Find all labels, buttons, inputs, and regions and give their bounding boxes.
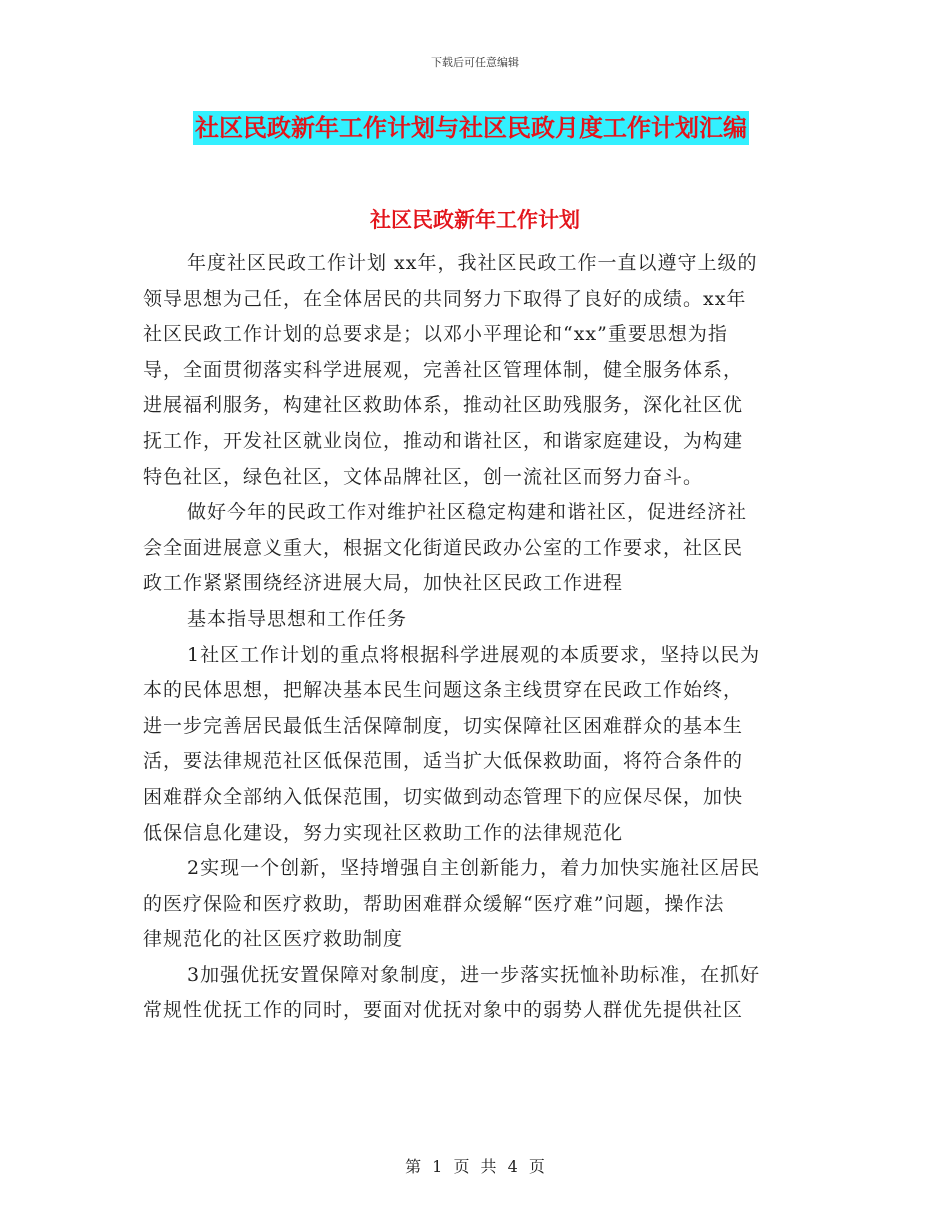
text-line: 2实现一个创新，坚持增强自主创新能力，着力加快实施社区居民 (187, 857, 761, 880)
text-line: 领导思想为己任，在全体居民的共同努力下取得了良好的成绩。xx年 (143, 287, 747, 310)
text-line: 低保信息化建设，努力实现社区救助工作的法律规范化 (143, 821, 624, 844)
header-note: 下载后可任意编辑 (431, 56, 519, 69)
page-footer: 第 1 页 共 4 页 (405, 1157, 545, 1176)
text-line: 常规性优抚工作的同时，要面对优抚对象中的弱势人群优先提供社区 (143, 999, 744, 1022)
text-line: 会全面进展意义重大，根据文化街道民政办公室的工作要求，社区民 (143, 536, 744, 559)
text-line: 基本指导思想和工作任务 (187, 607, 408, 630)
text-line: 政工作紧紧围绕经济进展大局，加快社区民政工作进程 (143, 572, 624, 595)
text-line: 活，要法律规范社区低保范围，适当扩大低保救助面，将符合条件的 (143, 750, 744, 773)
main-title: 社区民政新年工作计划与社区民政月度工作计划汇编 (193, 111, 749, 145)
text-line: 1社区工作计划的重点将根据科学进展观的本质要求，坚持以民为 (187, 643, 761, 666)
text-line: 抚工作，开发社区就业岗位，推动和谐社区，和谐家庭建设，为构建 (143, 429, 744, 452)
text-line: 本的民体思想，把解决基本民生问题这条主线贯穿在民政工作始终， (143, 679, 744, 702)
text-line: 特色社区，绿色社区，文体品牌社区，创一流社区而努力奋斗。 (143, 465, 704, 488)
text-line: 进一步完善居民最低生活保障制度，切实保障社区困难群众的基本生 (143, 714, 744, 737)
text-line: 3加强优抚安置保障对象制度，进一步落实抚恤补助标准，在抓好 (187, 963, 761, 986)
text-line: 的医疗保险和医疗救助，帮助困难群众缓解“医疗难”问题，操作法 (143, 892, 725, 915)
section-title: 社区民政新年工作计划 (370, 207, 580, 232)
text-line: 进展福利服务，构建社区救助体系，推动社区助残服务，深化社区优 (143, 394, 744, 417)
text-line: 律规范化的社区医疗救助制度 (143, 928, 404, 951)
body-text (143, 246, 815, 1029)
text-line: 社区民政工作计划的总要求是；以邓小平理论和“xx”重要思想为指 (143, 323, 728, 346)
text-line: 做好今年的民政工作对维护社区稳定构建和谐社区，促进经济社 (187, 501, 748, 524)
text-line: 年度社区民政工作计划 xx年，我社区民政工作一直以遵守上级的 (187, 252, 758, 274)
text-line: 导，全面贯彻落实科学进展观，完善社区管理体制，健全服务体系， (143, 358, 744, 381)
text-line: 困难群众全部纳入低保范围，切实做到动态管理下的应保尽保，加快 (143, 785, 744, 808)
